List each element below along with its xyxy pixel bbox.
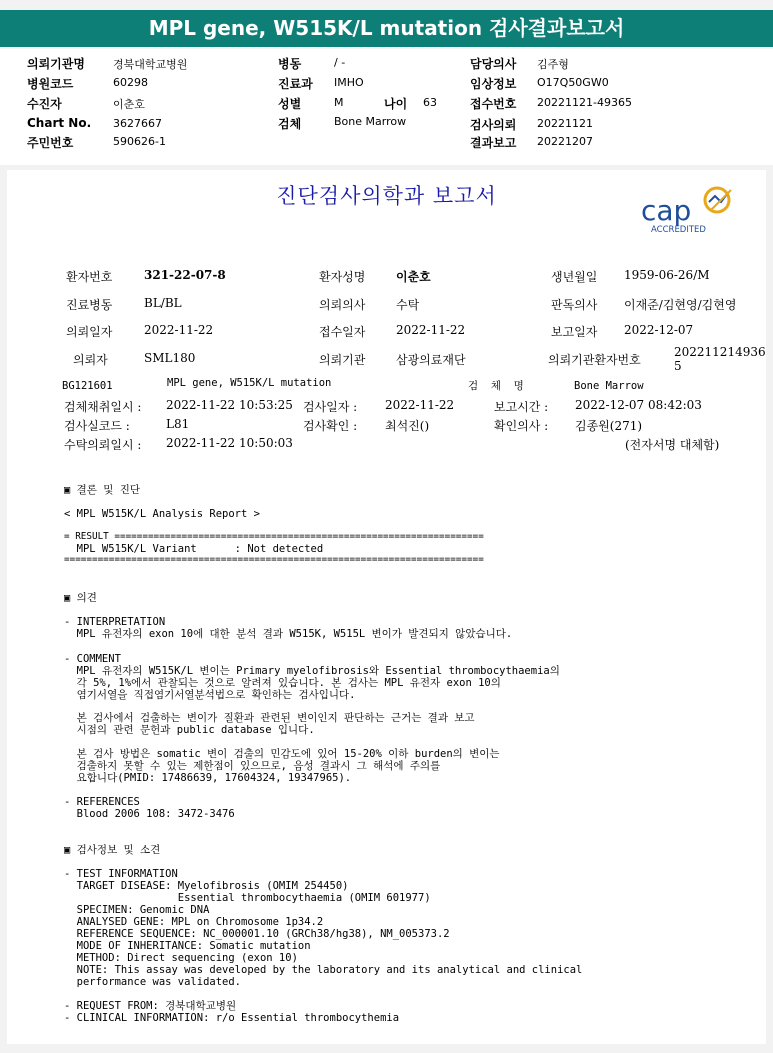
label-req-doctor: 의뢰의사 bbox=[319, 298, 366, 312]
label-consign: 수탁의뢰일시 : bbox=[64, 438, 142, 452]
value-report-time: 2022-12-07 08:42:03 bbox=[575, 398, 702, 412]
test-info-line-8: NOTE: This assay was developed by the laboratory and its analytical and clinical bbox=[64, 964, 583, 976]
test-info-line-7: METHOD: Direct sequencing (exon 10) bbox=[64, 952, 298, 964]
label-resident-no: 주민번호 bbox=[27, 136, 74, 150]
value-resident-no: 590626-1 bbox=[113, 135, 166, 148]
label-confirm-doc: 확인의사 : bbox=[494, 419, 549, 433]
request-from: - REQUEST FROM: 경북대학교병원 bbox=[64, 1000, 237, 1012]
interpretation-heading: - INTERPRETATION bbox=[64, 616, 166, 628]
label-room: 검사실코드 : bbox=[64, 419, 130, 433]
test-info-line-6: MODE OF INHERITANCE: Somatic mutation bbox=[64, 940, 311, 952]
value-patient: 이춘호 bbox=[113, 98, 145, 111]
label-birth: 생년월일 bbox=[551, 270, 598, 284]
value-doctor: 김주형 bbox=[537, 58, 569, 71]
label-request-date: 검사의뢰 bbox=[470, 118, 517, 132]
cap-logo-sub: ACCREDITED bbox=[651, 225, 706, 235]
section-test-info: ▣ 검사정보 및 소견 bbox=[64, 844, 161, 856]
label-institution: 의뢰기관명 bbox=[27, 57, 85, 71]
section-opinion: ▣ 의견 bbox=[64, 592, 97, 604]
report-document bbox=[7, 170, 766, 1044]
test-info-line-4: ANALYSED GENE: MPL on Chromosome 1p34.2 bbox=[64, 916, 324, 928]
label-reader: 판독의사 bbox=[551, 298, 598, 312]
label-patient-name: 환자성명 bbox=[319, 270, 366, 284]
label-confirm: 검사확인 : bbox=[303, 419, 358, 433]
label-test-date: 검사일자 : bbox=[303, 400, 358, 414]
value-report-date: 20221207 bbox=[537, 135, 593, 148]
test-name: MPL gene, W515K/L mutation bbox=[167, 377, 332, 389]
value-specimen-name: Bone Marrow bbox=[574, 380, 644, 392]
comment-line-4: 본 검사에서 검출하는 변이가 질환과 관련된 변이인지 판단하는 근거는 결과 보고 bbox=[64, 712, 475, 724]
report-title-bar bbox=[0, 10, 773, 47]
label-receipt-date: 접수일자 bbox=[319, 325, 366, 339]
value-consign: 2022-11-22 10:50:03 bbox=[166, 436, 293, 450]
label-request-date-2: 의뢰일자 bbox=[66, 325, 113, 339]
interpretation-line: MPL 유전자의 exon 10에 대한 분석 결과 W515K, W515L 변이가 발견되지 않았습니다. bbox=[64, 628, 513, 640]
comment-line-7: 검출하지 못할 수 있는 제한점이 있으므로, 음성 결과시 그 해석에 주의를 bbox=[64, 760, 441, 772]
value-ward-2: BL/BL bbox=[144, 296, 182, 310]
patient-info-panel bbox=[0, 49, 773, 165]
value-report-date-2: 2022-12-07 bbox=[624, 323, 694, 337]
label-collect: 검체채취일시 : bbox=[64, 400, 142, 414]
value-ward: / - bbox=[334, 56, 346, 69]
test-info-line-9: performance was validated. bbox=[64, 976, 242, 988]
value-specimen: Bone Marrow bbox=[334, 115, 407, 128]
value-test-date: 2022-11-22 bbox=[385, 398, 455, 412]
value-sex: M bbox=[334, 96, 344, 109]
label-specimen-name: 검 체 명 bbox=[468, 380, 524, 392]
cap-accredited-logo bbox=[639, 186, 749, 236]
label-age: 나이 bbox=[384, 97, 408, 111]
result-line-1: = RESULT ================================================================== bbox=[64, 531, 484, 542]
document-title: 진단검사의학과 보고서 bbox=[276, 184, 497, 208]
value-reader: 이재준/김현영/김현영 bbox=[624, 298, 737, 312]
comment-line-6: 본 검사 방법은 somatic 변이 검출의 민감도에 있어 15-20% 이하 burden의 변이는 bbox=[64, 748, 500, 760]
references-heading: - REFERENCES bbox=[64, 796, 140, 808]
result-line-3: =========================================================================== bbox=[64, 554, 484, 565]
value-room: L81 bbox=[166, 417, 190, 431]
test-code: BG121601 bbox=[62, 380, 113, 392]
comment-line-2: 각 5%, 1%에서 관찰되는 것으로 알려져 있습니다. 본 검사는 MPL 유전자 exon 10의 bbox=[64, 677, 501, 689]
value-receipt-no: 20221121-49365 bbox=[537, 96, 632, 109]
label-ward: 병동 bbox=[278, 57, 302, 71]
value-confirm-doc: 김종원(271) bbox=[575, 419, 643, 433]
label-receipt-no: 접수번호 bbox=[470, 97, 517, 111]
value-chart-no: 3627667 bbox=[113, 117, 162, 130]
value-receipt-date: 2022-11-22 bbox=[396, 323, 466, 337]
value-hospital-code: 60298 bbox=[113, 76, 148, 89]
label-report-date-2: 보고일자 bbox=[551, 325, 598, 339]
value-req-patient-no-2: 5 bbox=[674, 359, 682, 373]
comment-line-3: 염기서열을 직접염기서열분석법으로 확인하는 검사입니다. bbox=[64, 689, 356, 701]
test-info-line-1: TARGET DISEASE: Myelofibrosis (OMIM 254450) bbox=[64, 880, 349, 892]
label-report-time: 보고시간 : bbox=[494, 400, 549, 414]
value-request-date-2: 2022-11-22 bbox=[144, 323, 214, 337]
test-info-line-5: REFERENCE SEQUENCE: NC_000001.10 (GRCh38/hg38), NM_005373.2 bbox=[64, 928, 450, 940]
value-clinical-info: O17Q50GW0 bbox=[537, 76, 609, 89]
comment-line-5: 시점의 관련 문헌과 public database 입니다. bbox=[64, 724, 315, 736]
label-sex: 성별 bbox=[278, 97, 302, 111]
section-conclusion: ▣ 결론 및 진단 bbox=[64, 484, 141, 496]
result-line-2: MPL W515K/L Variant : Not detected bbox=[64, 543, 324, 555]
label-req-patient-no: 의뢰기관환자번호 bbox=[548, 353, 641, 367]
label-req-institution: 의뢰기관 bbox=[319, 353, 366, 367]
label-doctor: 담당의사 bbox=[470, 57, 517, 71]
value-confirm: 최석진() bbox=[385, 419, 430, 433]
cap-logo-text: cap bbox=[641, 194, 692, 227]
label-specimen: 검체 bbox=[278, 117, 302, 131]
report-title: MPL gene, W515K/L mutation 검사결과보고서 bbox=[148, 16, 625, 40]
esign-note: (전자서명 대체함) bbox=[625, 438, 720, 452]
value-req-patient-no-1: 202211214936 bbox=[674, 345, 766, 359]
comment-line-8: 요합니다(PMID: 17486639, 17604324, 19347965). bbox=[64, 772, 352, 784]
label-ward-2: 진료병동 bbox=[66, 298, 113, 312]
label-clinical-info: 임상정보 bbox=[470, 77, 517, 91]
value-request-date: 20221121 bbox=[537, 117, 593, 130]
analysis-report-name: < MPL W515K/L Analysis Report > bbox=[64, 508, 260, 520]
test-info-line-3: SPECIMEN: Genomic DNA bbox=[64, 904, 210, 916]
value-department: IMHO bbox=[334, 76, 364, 89]
label-requester: 의뢰자 bbox=[73, 353, 108, 367]
value-age: 63 bbox=[423, 96, 437, 109]
value-birth: 1959-06-26/M bbox=[624, 268, 710, 282]
value-patient-name: 이춘호 bbox=[396, 270, 431, 284]
value-req-institution: 삼광의료재단 bbox=[396, 353, 466, 367]
value-patient-no: 321-22-07-8 bbox=[144, 268, 226, 282]
comment-heading: - COMMENT bbox=[64, 653, 121, 665]
label-chart-no: Chart No. bbox=[27, 116, 92, 130]
test-info-line-2: Essential thrombocythaemia (OMIM 601977) bbox=[64, 892, 431, 904]
value-req-doctor: 수탁 bbox=[396, 298, 420, 312]
label-report-date: 결과보고 bbox=[470, 136, 517, 150]
comment-line-1: MPL 유전자의 W515K/L 변이는 Primary myelofibrosis와 Essential thrombocythaemia의 bbox=[64, 665, 560, 677]
label-department: 진료과 bbox=[278, 77, 313, 91]
value-collect: 2022-11-22 10:53:25 bbox=[166, 398, 293, 412]
value-institution: 경북대학교병원 bbox=[113, 58, 188, 71]
test-info-heading: - TEST INFORMATION bbox=[64, 868, 178, 880]
value-requester: SML180 bbox=[144, 351, 196, 365]
references-line: Blood 2006 108: 3472-3476 bbox=[64, 808, 235, 820]
clinical-information: - CLINICAL INFORMATION: r/o Essential thrombocythemia bbox=[64, 1012, 400, 1024]
label-patient: 수진자 bbox=[27, 97, 62, 111]
label-hospital-code: 병원코드 bbox=[27, 77, 74, 91]
label-patient-no: 환자번호 bbox=[66, 270, 113, 284]
